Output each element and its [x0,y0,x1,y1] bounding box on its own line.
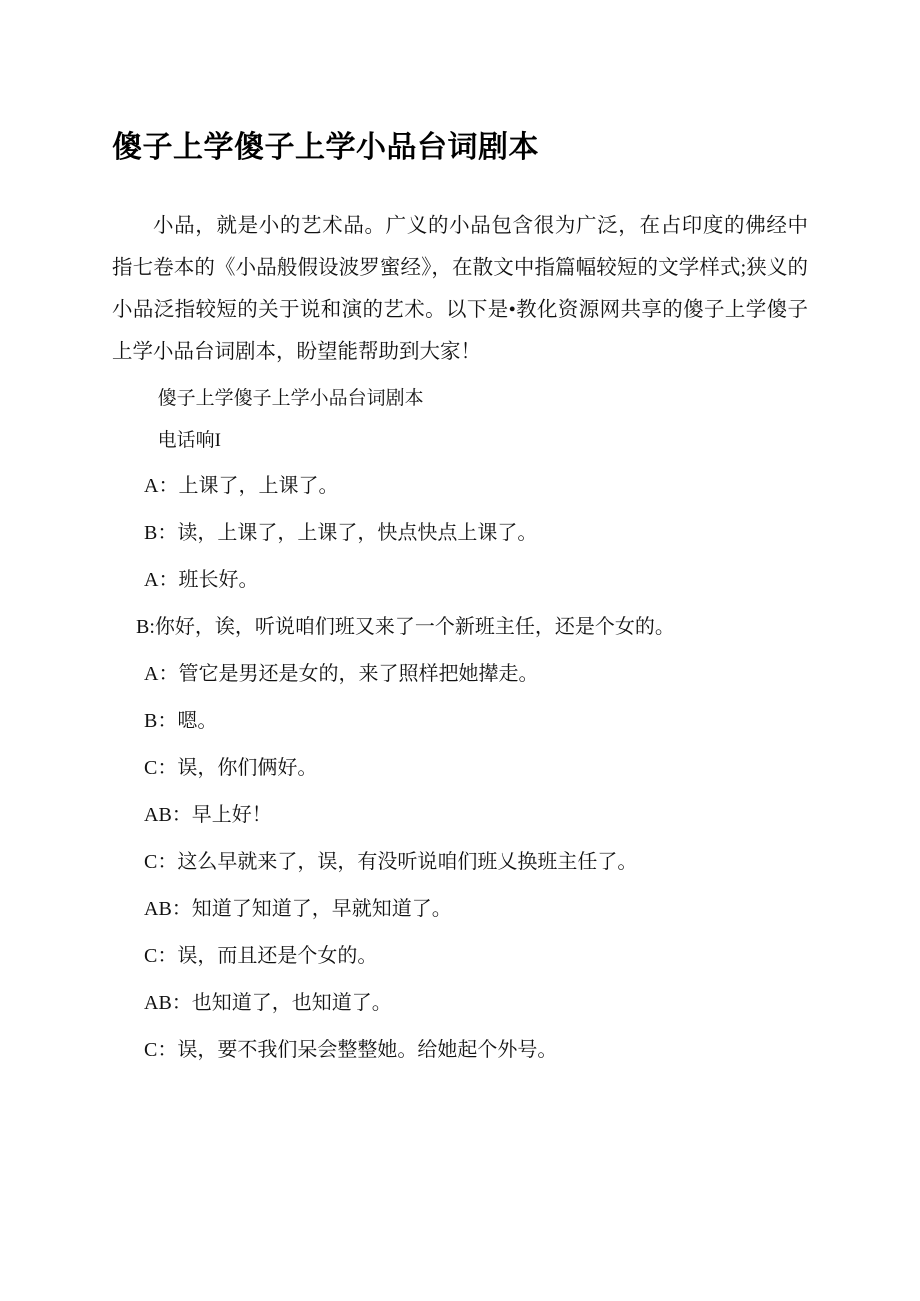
dialogue-line: B：读，上课了，上课了，快点快点上课了。 [144,521,538,544]
dialogue-line: A：管它是男还是女的，来了照样把她撵走。 [144,662,539,685]
dialogue-line: C：误，而且还是个女的。 [144,944,378,967]
dialogue-line: AB：也知道了，也知道了。 [144,991,392,1014]
subheading: 傻子上学傻子上学小品台词剧本 [157,388,424,410]
dialogue-list [112,463,808,1074]
dialogue-line: A：上课了，上课了。 [144,474,339,497]
dialogue-line: B：嗯。 [144,709,218,732]
page-title: 傻子上学傻子上学小品台词剧本 [112,130,539,165]
dialogue-line: AB：知道了知道了，早就知道了。 [144,897,452,920]
stage-note: 电话响I [157,429,221,451]
intro-paragraph: 小品，就是小的艺术品。广义的小品包含很为广泛，在占印度的佛经中指七卷本的《小品般假设波罗蜜经》，在散文中指篇幅较短的文学样式;狭义的小品泛指较短的关于说和演的艺术。以下是•教化资源网共享的傻子上学傻子上学小品台词剧本，盼望能帮助到大家！ [112,215,808,364]
dialogue-line: AB：早上好！ [144,803,272,826]
dialogue-line: C：误，你们俩好。 [144,756,318,779]
dialogue-line: C：这么早就来了，误，有没听说咱们班乂换班主任了。 [144,850,638,873]
dialogue-line: A：班长好。 [144,568,259,591]
dialogue-line: B:你好，诶，听说咱们班又来了一个新班主任，还是个女的。 [136,615,675,638]
dialogue-line: C：误，要不我们呆会整整她。给她起个外号。 [144,1038,558,1061]
